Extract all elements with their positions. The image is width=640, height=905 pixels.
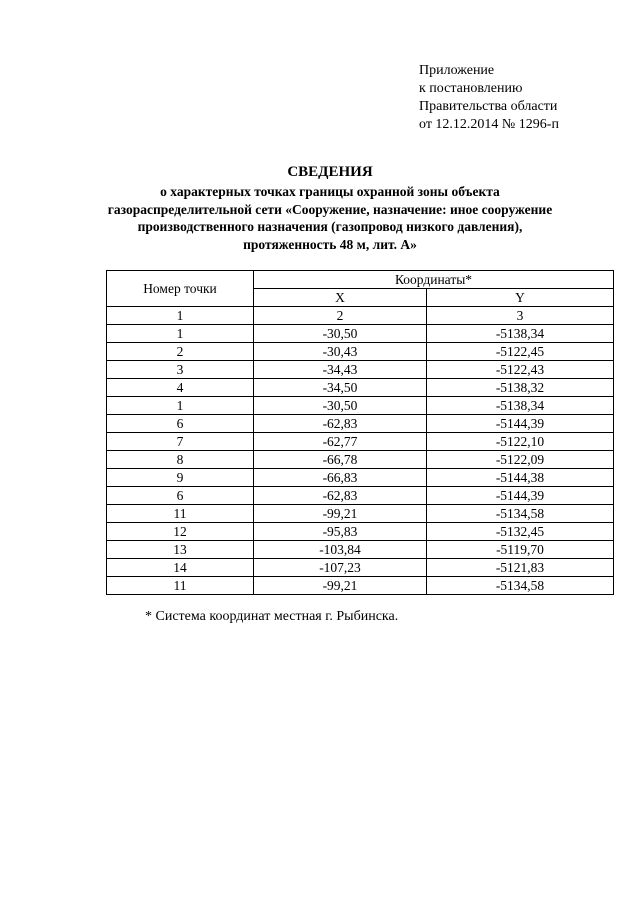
title-heading: СВЕДЕНИЯ <box>287 164 373 180</box>
table-cell: 3 <box>427 307 614 325</box>
table-cell: -95,83 <box>254 523 427 541</box>
table-row <box>107 451 614 469</box>
footnote: * Система координат местная г. Рыбинска. <box>145 609 399 624</box>
table-cell: -5132,45 <box>427 523 614 541</box>
table-row <box>107 487 614 505</box>
table-cell: -5138,34 <box>427 325 614 343</box>
table-cell: -5134,58 <box>427 505 614 523</box>
table-cell: -99,21 <box>254 577 427 595</box>
table-cell: -107,23 <box>254 559 427 577</box>
table-cell: 3 <box>107 361 254 379</box>
table-cell: -5122,43 <box>427 361 614 379</box>
table-cell: -34,43 <box>254 361 427 379</box>
header-point-number: Номер точки <box>107 271 254 307</box>
table-cell: -30,43 <box>254 343 427 361</box>
table-cell: -5134,58 <box>427 577 614 595</box>
table-cell: -5138,34 <box>427 397 614 415</box>
table-cell: 4 <box>107 379 254 397</box>
annex-line: от 12.12.2014 № 1296-п <box>419 117 559 132</box>
table-cell: -62,77 <box>254 433 427 451</box>
table-cell: 1 <box>107 325 254 343</box>
table-cell: -66,78 <box>254 451 427 469</box>
table-cell: -5119,70 <box>427 541 614 559</box>
table-row <box>107 577 614 595</box>
table-cell: 6 <box>107 415 254 433</box>
table-row <box>107 469 614 487</box>
table-cell: -5122,10 <box>427 433 614 451</box>
table-row <box>107 415 614 433</box>
table-row <box>107 325 614 343</box>
table-row <box>107 433 614 451</box>
table-cell: -34,50 <box>254 379 427 397</box>
table-cell: 1 <box>107 307 254 325</box>
table-cell: -5138,32 <box>427 379 614 397</box>
table-cell: 11 <box>107 505 254 523</box>
table-cell: -30,50 <box>254 397 427 415</box>
table-cell: -62,83 <box>254 415 427 433</box>
table-cell: 1 <box>107 397 254 415</box>
annex-line: Приложение <box>419 63 495 78</box>
table-row <box>107 379 614 397</box>
table-cell: -5121,83 <box>427 559 614 577</box>
table-body <box>107 307 614 595</box>
table-cell: -5122,09 <box>427 451 614 469</box>
header-x: X <box>254 289 427 307</box>
table-cell: -62,83 <box>254 487 427 505</box>
table-row <box>107 397 614 415</box>
table-row <box>107 343 614 361</box>
table-cell: 14 <box>107 559 254 577</box>
coordinates-table <box>106 270 614 595</box>
table-cell: 12 <box>107 523 254 541</box>
table-row <box>107 559 614 577</box>
table-cell: 13 <box>107 541 254 559</box>
table-cell: 7 <box>107 433 254 451</box>
table-cell: -5144,39 <box>427 415 614 433</box>
table-cell: -5144,38 <box>427 469 614 487</box>
table-cell: 9 <box>107 469 254 487</box>
table-cell: 11 <box>107 577 254 595</box>
table-cell: 2 <box>254 307 427 325</box>
table-cell: -99,21 <box>254 505 427 523</box>
table-row <box>107 523 614 541</box>
table-cell: 6 <box>107 487 254 505</box>
header-coordinates: Координаты* <box>254 271 614 289</box>
title-line: о характерных точках границы охранной зоны объекта <box>160 184 500 199</box>
table-cell: 2 <box>107 343 254 361</box>
annex-block <box>419 62 559 134</box>
annex-line: к постановлению <box>419 81 523 96</box>
table-header-row <box>107 271 614 289</box>
table-row <box>107 361 614 379</box>
table-row <box>107 505 614 523</box>
title-line: производственного назначения (газопровод низкого давления), <box>137 219 523 234</box>
header-y: Y <box>427 289 614 307</box>
table-cell: -5122,45 <box>427 343 614 361</box>
table-cell: -103,84 <box>254 541 427 559</box>
title-line: газораспределительной сети «Сооружение, назначение: иное сооружение <box>107 201 553 217</box>
document-title <box>60 163 600 253</box>
table-cell: -5144,39 <box>427 487 614 505</box>
table-cell: 8 <box>107 451 254 469</box>
annex-line: Правительства области <box>419 99 558 114</box>
title-line: протяженность 48 м, лит. А» <box>243 236 417 252</box>
table-cell: -30,50 <box>254 325 427 343</box>
table-cell: -66,83 <box>254 469 427 487</box>
table-row <box>107 541 614 559</box>
table-index-row <box>107 307 614 325</box>
